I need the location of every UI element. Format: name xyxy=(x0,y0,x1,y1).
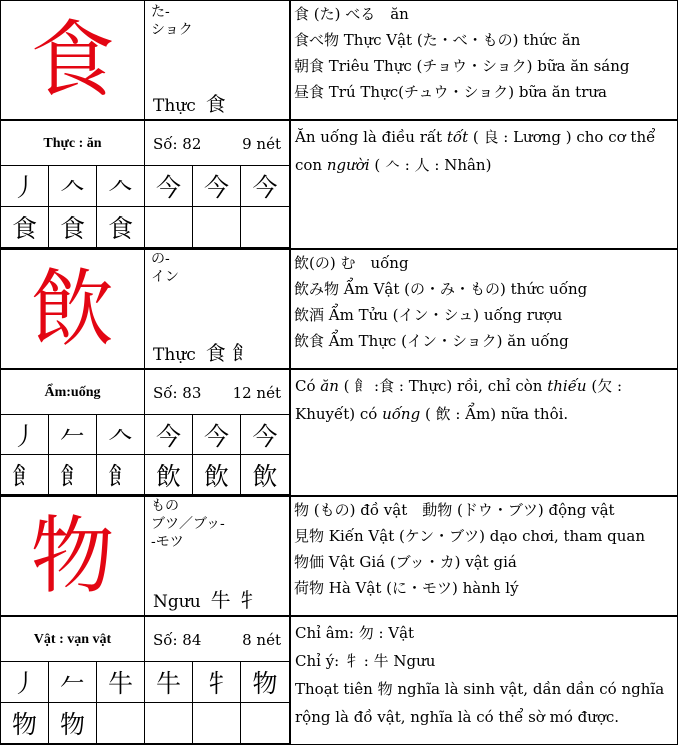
kanji-block-1 xyxy=(1,1,677,248)
kanji-meaning: Vật : vạn vật xyxy=(1,617,145,663)
stroke-order-grid xyxy=(1,414,291,495)
vocab-item: 昼食 Trú Thực(チュウ・ショク) bữa ăn trưa xyxy=(294,83,607,101)
explanation-emphasis: tốt xyxy=(446,128,469,146)
hanviet-text: Thực xyxy=(153,345,196,365)
kanji-info-row xyxy=(1,615,677,726)
kanji-explanation xyxy=(291,370,677,498)
kanji-large: 飲 xyxy=(1,250,145,368)
stroke-order-grid xyxy=(1,165,291,248)
kanji-explanation xyxy=(291,121,677,249)
explanation-text: Chỉ ý: 牜 : 牛 Ngưu xyxy=(295,652,436,670)
stroke-order-cell: 飠 xyxy=(97,455,145,495)
kanji-block-2 xyxy=(1,250,677,495)
kanji-readings xyxy=(145,497,291,615)
kanji-large: 食 xyxy=(1,1,145,119)
stroke-order-cell: 飲 xyxy=(193,455,241,495)
stroke-order-cell: 𠂉 xyxy=(49,662,97,703)
explanation-text: Thoạt tiên 物 nghĩa là sinh vật, dần dần có nghĩa rộng là đồ vật, nghĩa là có thể sờ mó được. xyxy=(295,680,665,726)
vocab-item: 飲食 Ẩm Thực (イン・ショク) ăn uống xyxy=(294,332,569,350)
kanji-stats xyxy=(145,121,291,167)
stroke-order-cell: 𠆢 xyxy=(97,415,145,455)
stroke-order-cell: 今 xyxy=(145,166,193,207)
radical-forms: 牛 牜 xyxy=(210,588,258,612)
vocab-list xyxy=(291,497,677,615)
stroke-order-cell: 食 xyxy=(1,207,49,248)
reading-on: イン xyxy=(151,269,179,285)
kanji-readings xyxy=(145,1,291,119)
explanation-emphasis: người xyxy=(326,156,370,174)
stroke-order-cell: 𠂉 xyxy=(49,415,97,455)
stroke-order-cell: 今 xyxy=(193,415,241,455)
kanji-readings xyxy=(145,250,291,368)
reading-kun: もの xyxy=(151,498,179,514)
kanji-stats xyxy=(145,370,291,416)
stroke-order-cell xyxy=(241,703,289,744)
vocab-item: 飲(の) む uống xyxy=(294,254,409,272)
hanviet-radical xyxy=(153,588,258,612)
vocab-list xyxy=(291,1,677,119)
stroke-order-cell: 牛 xyxy=(97,662,145,703)
vocab-item: 飲酒 Ẩm Tửu (イン・シュ) uống rượu xyxy=(294,306,563,324)
stroke-order-cell: 食 xyxy=(49,207,97,248)
explanation-text: ( 𠆢 : 人 : Nhân) xyxy=(369,156,492,174)
stroke-count: 12 nét xyxy=(232,384,281,402)
kanji-stats xyxy=(145,617,291,663)
stroke-order-grid xyxy=(1,661,291,744)
kanji-meaning: Thực : ăn xyxy=(1,121,145,167)
kanji-number: Số: 83 xyxy=(153,384,202,402)
vocab-item: 食べ物 Thực Vật (た・べ・もの) thức ăn xyxy=(294,31,581,49)
stroke-order-cell: 食 xyxy=(97,207,145,248)
stroke-order-cell: 丿 xyxy=(1,662,49,703)
vocab-item: 物価 Vật Giá (ブッ・カ) vật giá xyxy=(294,553,517,571)
kanji-number: Số: 84 xyxy=(153,631,202,649)
explanation-text: Chỉ âm: 勿 : Vật xyxy=(295,624,415,642)
kanji-number: Số: 82 xyxy=(153,135,202,153)
stroke-order-cell: 飠 xyxy=(49,455,97,495)
stroke-order-cell: 今 xyxy=(145,415,193,455)
explanation-text: ( 飠 :食 : Thực) rồi, chỉ còn xyxy=(338,377,548,395)
vocab-item: 朝食 Triêu Thực (チョウ・ショク) bữa ăn sáng xyxy=(294,57,630,75)
explanation-emphasis: ăn xyxy=(320,377,339,395)
stroke-order-cell: 牛 xyxy=(145,662,193,703)
explanation-text: Có xyxy=(295,377,321,395)
stroke-order-cell: 今 xyxy=(193,166,241,207)
radical-forms: 食 飠 xyxy=(205,341,253,365)
stroke-order-cell: 丿 xyxy=(1,166,49,207)
vocab-list xyxy=(291,250,677,368)
kanji-info-row xyxy=(1,119,677,174)
reading-on: ブツ／ブッ- xyxy=(151,516,225,532)
explanation-text: ( 良 : Lương ) cho cơ thể con xyxy=(295,128,656,174)
stroke-order-cell: 飲 xyxy=(145,455,193,495)
explanation-emphasis: uống xyxy=(382,405,421,423)
stroke-order-cell: 𠆢 xyxy=(97,166,145,207)
stroke-order-cell: 飠 xyxy=(1,455,49,495)
stroke-count: 9 nét xyxy=(242,135,281,153)
kanji-meaning: Ẩm:uống xyxy=(1,370,145,416)
stroke-order-cell xyxy=(97,703,145,744)
kanji-block-3 xyxy=(1,497,677,744)
hanviet-radical xyxy=(153,341,253,365)
vocab-item: 荷物 Hà Vật (に・モツ) hành lý xyxy=(294,579,519,597)
explanation-text: Ăn uống là điều rất xyxy=(295,128,447,146)
stroke-order-cell: 今 xyxy=(241,415,289,455)
reading-on-alt: -モツ xyxy=(151,534,184,550)
stroke-order-cell: 飲 xyxy=(241,455,289,495)
vocab-item: 食 (た) べる ăn xyxy=(294,5,409,23)
radical-forms: 食 xyxy=(205,92,226,116)
stroke-order-cell xyxy=(145,207,193,248)
stroke-order-cell xyxy=(193,207,241,248)
kanji-explanation xyxy=(291,617,677,745)
stroke-count: 8 nét xyxy=(242,631,281,649)
reading-kun: た- xyxy=(151,4,170,20)
reading-on: ショク xyxy=(151,22,193,38)
stroke-order-cell xyxy=(241,207,289,248)
hanviet-radical xyxy=(153,92,226,116)
stroke-order-cell xyxy=(145,703,193,744)
kanji-large: 物 xyxy=(1,497,145,615)
kanji-info-row xyxy=(1,368,677,423)
stroke-order-cell xyxy=(193,703,241,744)
stroke-order-cell: 丿 xyxy=(1,415,49,455)
stroke-order-cell: 物 xyxy=(241,662,289,703)
stroke-order-cell: 物 xyxy=(1,703,49,744)
stroke-order-cell: 今 xyxy=(241,166,289,207)
hanviet-text: Ngưu xyxy=(153,592,201,612)
stroke-order-cell: 牜 xyxy=(193,662,241,703)
explanation-text: ( 飲 : Ẩm) nữa thôi. xyxy=(420,405,569,423)
reading-kun: の- xyxy=(151,251,170,267)
hanviet-text: Thực xyxy=(153,96,196,116)
explanation-text: (欠 : Khuyết) có xyxy=(295,377,623,423)
vocab-item: 見物 Kiến Vật (ケン・ブツ) dạo chơi, tham quan xyxy=(294,527,645,545)
vocab-item: 物 (もの) đồ vật 動物 (ドウ・ブツ) động vật xyxy=(294,501,615,519)
explanation-emphasis: thiếu xyxy=(547,377,587,395)
stroke-order-cell: 物 xyxy=(49,703,97,744)
stroke-order-cell: 𠆢 xyxy=(49,166,97,207)
vocab-item: 飲み物 Ẩm Vật (の・み・もの) thức uống xyxy=(294,280,588,298)
